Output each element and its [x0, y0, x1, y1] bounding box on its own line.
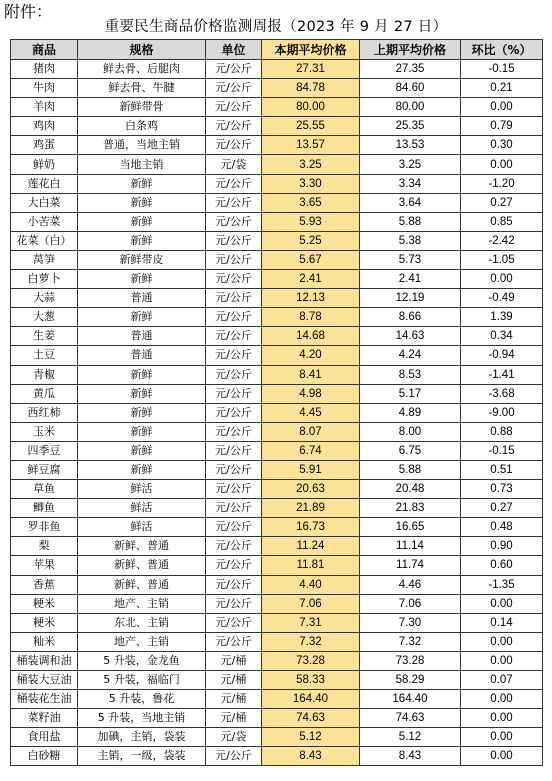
- cell-spec: 新鲜: [78, 193, 206, 212]
- cell-current-price: 11.81: [262, 556, 360, 575]
- cell-current-price: 80.00: [262, 98, 360, 117]
- cell-spec: 5 升装，鲁花: [78, 690, 206, 709]
- cell-previous-price: 73.28: [360, 651, 461, 670]
- cell-previous-price: 7.32: [360, 632, 461, 651]
- cell-unit: 元/公斤: [206, 518, 262, 537]
- cell-unit: 元/公斤: [206, 79, 262, 98]
- cell-spec: 普通: [78, 346, 206, 365]
- cell-change-percent: 0.00: [461, 690, 543, 709]
- cell-spec: 新鲜: [78, 365, 206, 384]
- cell-unit: 元/公斤: [206, 60, 262, 79]
- table-row: [11, 556, 543, 575]
- cell-current-price: 8.41: [262, 365, 360, 384]
- table-row: [11, 651, 543, 670]
- cell-current-price: 164.40: [262, 690, 360, 709]
- attachment-label: 附件：: [4, 2, 53, 21]
- cell-commodity: 猪肉: [11, 60, 78, 79]
- cell-change-percent: 0.00: [461, 747, 543, 766]
- cell-previous-price: 4.24: [360, 346, 461, 365]
- cell-current-price: 14.68: [262, 327, 360, 346]
- cell-change-percent: 0.85: [461, 212, 543, 231]
- cell-unit: 元/公斤: [206, 117, 262, 136]
- cell-current-price: 73.28: [262, 651, 360, 670]
- cell-spec: 新鲜: [78, 384, 206, 403]
- cell-previous-price: 2.41: [360, 270, 461, 289]
- cell-commodity: 菜籽油: [11, 709, 78, 728]
- cell-commodity: 鸡肉: [11, 117, 78, 136]
- cell-previous-price: 12.19: [360, 289, 461, 308]
- cell-spec: 新鲜带皮: [78, 250, 206, 269]
- cell-previous-price: 5.17: [360, 384, 461, 403]
- cell-current-price: 16.73: [262, 518, 360, 537]
- cell-spec: 新鲜: [78, 174, 206, 193]
- cell-current-price: 3.30: [262, 174, 360, 193]
- cell-commodity: 白萝卜: [11, 270, 78, 289]
- cell-spec: 5 升装，福临门: [78, 671, 206, 690]
- cell-change-percent: -9.00: [461, 403, 543, 422]
- cell-change-percent: 0.51: [461, 460, 543, 479]
- table-row: [11, 518, 543, 537]
- table-row: [11, 231, 543, 250]
- cell-previous-price: 14.63: [360, 327, 461, 346]
- table-row: [11, 690, 543, 709]
- cell-unit: 元/公斤: [206, 250, 262, 269]
- cell-unit: 元/桶: [206, 651, 262, 670]
- cell-previous-price: 11.14: [360, 537, 461, 556]
- cell-commodity: 鲫鱼: [11, 499, 78, 518]
- cell-current-price: 8.07: [262, 422, 360, 441]
- cell-change-percent: 0.27: [461, 193, 543, 212]
- cell-spec: 地产、主销: [78, 632, 206, 651]
- cell-commodity: 花菜（白）: [11, 231, 78, 250]
- cell-previous-price: 164.40: [360, 690, 461, 709]
- cell-commodity: 莴笋: [11, 250, 78, 269]
- cell-current-price: 8.78: [262, 308, 360, 327]
- cell-current-price: 5.12: [262, 728, 360, 747]
- cell-spec: 加碘，主销，袋装: [78, 728, 206, 747]
- table-row: [11, 346, 543, 365]
- table-row: [11, 250, 543, 269]
- cell-spec: 地产、主销: [78, 594, 206, 613]
- cell-spec: 鲜活: [78, 518, 206, 537]
- cell-commodity: 黄瓜: [11, 384, 78, 403]
- cell-commodity: 四季豆: [11, 441, 78, 460]
- cell-previous-price: 21.83: [360, 499, 461, 518]
- header-commodity: 商品: [11, 40, 78, 60]
- cell-current-price: 8.43: [262, 747, 360, 766]
- table-row: [11, 575, 543, 594]
- cell-change-percent: 0.00: [461, 155, 543, 174]
- cell-spec: 普通: [78, 327, 206, 346]
- cell-commodity: 白砂糖: [11, 747, 78, 766]
- cell-commodity: 梨: [11, 537, 78, 556]
- cell-previous-price: 11.74: [360, 556, 461, 575]
- table-row: [11, 155, 543, 174]
- table-row: [11, 613, 543, 632]
- table-row: [11, 270, 543, 289]
- cell-commodity: 生姜: [11, 327, 78, 346]
- table-row: [11, 327, 543, 346]
- cell-previous-price: 25.35: [360, 117, 461, 136]
- cell-commodity: 桶装调和油: [11, 651, 78, 670]
- cell-unit: 元/公斤: [206, 613, 262, 632]
- cell-spec: 新鲜、普通: [78, 575, 206, 594]
- cell-current-price: 2.41: [262, 270, 360, 289]
- table-row: [11, 308, 543, 327]
- cell-spec: 普通，当地主销: [78, 136, 206, 155]
- cell-previous-price: 27.35: [360, 60, 461, 79]
- cell-spec: 新鲜: [78, 441, 206, 460]
- table-row: [11, 98, 543, 117]
- cell-unit: 元/公斤: [206, 556, 262, 575]
- cell-commodity: 玉米: [11, 422, 78, 441]
- cell-unit: 元/公斤: [206, 499, 262, 518]
- cell-unit: 元/公斤: [206, 747, 262, 766]
- cell-previous-price: 3.64: [360, 193, 461, 212]
- cell-current-price: 11.24: [262, 537, 360, 556]
- cell-commodity: 小苦菜: [11, 212, 78, 231]
- cell-commodity: 粳米: [11, 613, 78, 632]
- cell-previous-price: 58.29: [360, 671, 461, 690]
- cell-spec: 鲜去骨、后腿肉: [78, 60, 206, 79]
- cell-commodity: 大蒜: [11, 289, 78, 308]
- cell-unit: 元/公斤: [206, 346, 262, 365]
- table-header-row: [11, 40, 543, 60]
- cell-spec: 当地主销: [78, 155, 206, 174]
- table-row: [11, 460, 543, 479]
- cell-current-price: 58.33: [262, 671, 360, 690]
- cell-unit: 元/公斤: [206, 460, 262, 479]
- table-row: [11, 709, 543, 728]
- cell-commodity: 罗非鱼: [11, 518, 78, 537]
- cell-unit: 元/公斤: [206, 327, 262, 346]
- cell-commodity: 草鱼: [11, 480, 78, 499]
- cell-current-price: 25.55: [262, 117, 360, 136]
- cell-unit: 元/公斤: [206, 384, 262, 403]
- table-row: [11, 747, 543, 766]
- cell-unit: 元/公斤: [206, 98, 262, 117]
- cell-change-percent: -1.35: [461, 575, 543, 594]
- table-row: [11, 79, 543, 98]
- cell-change-percent: -1.05: [461, 250, 543, 269]
- cell-previous-price: 20.48: [360, 480, 461, 499]
- cell-commodity: 西红柿: [11, 403, 78, 422]
- cell-unit: 元/公斤: [206, 537, 262, 556]
- header-current-price: 本期平均价格: [262, 40, 360, 60]
- cell-previous-price: 8.43: [360, 747, 461, 766]
- cell-commodity: 大白菜: [11, 193, 78, 212]
- cell-previous-price: 5.73: [360, 250, 461, 269]
- cell-change-percent: 0.00: [461, 632, 543, 651]
- price-table: [10, 39, 543, 766]
- cell-unit: 元/桶: [206, 671, 262, 690]
- cell-current-price: 4.40: [262, 575, 360, 594]
- cell-change-percent: 0.00: [461, 651, 543, 670]
- cell-change-percent: 0.00: [461, 728, 543, 747]
- cell-current-price: 12.13: [262, 289, 360, 308]
- cell-spec: 鲜活: [78, 480, 206, 499]
- cell-unit: 元/公斤: [206, 594, 262, 613]
- cell-unit: 元/公斤: [206, 212, 262, 231]
- cell-previous-price: 3.34: [360, 174, 461, 193]
- cell-change-percent: 0.34: [461, 327, 543, 346]
- cell-unit: 元/袋: [206, 728, 262, 747]
- cell-current-price: 7.32: [262, 632, 360, 651]
- cell-unit: 元/公斤: [206, 231, 262, 250]
- cell-previous-price: 7.06: [360, 594, 461, 613]
- header-unit: 单位: [206, 40, 262, 60]
- cell-commodity: 食用盐: [11, 728, 78, 747]
- cell-current-price: 13.57: [262, 136, 360, 155]
- table-row: [11, 136, 543, 155]
- cell-unit: 元/公斤: [206, 308, 262, 327]
- cell-unit: 元/公斤: [206, 270, 262, 289]
- cell-unit: 元/公斤: [206, 480, 262, 499]
- cell-commodity: 桶装花生油: [11, 690, 78, 709]
- cell-spec: 新鲜: [78, 422, 206, 441]
- cell-commodity: 牛肉: [11, 79, 78, 98]
- cell-current-price: 6.74: [262, 441, 360, 460]
- cell-change-percent: 0.00: [461, 709, 543, 728]
- cell-change-percent: 0.07: [461, 671, 543, 690]
- table-row: [11, 60, 543, 79]
- cell-previous-price: 74.63: [360, 709, 461, 728]
- cell-previous-price: 5.12: [360, 728, 461, 747]
- table-row: [11, 728, 543, 747]
- cell-change-percent: 0.88: [461, 422, 543, 441]
- cell-previous-price: 8.53: [360, 365, 461, 384]
- cell-unit: 元/公斤: [206, 365, 262, 384]
- header-spec: 规格: [78, 40, 206, 60]
- cell-current-price: 7.31: [262, 613, 360, 632]
- cell-previous-price: 5.88: [360, 460, 461, 479]
- table-row: [11, 499, 543, 518]
- cell-commodity: 香蕉: [11, 575, 78, 594]
- cell-current-price: 21.89: [262, 499, 360, 518]
- cell-change-percent: 0.00: [461, 594, 543, 613]
- cell-change-percent: -0.15: [461, 60, 543, 79]
- cell-change-percent: 1.39: [461, 308, 543, 327]
- cell-previous-price: 3.25: [360, 155, 461, 174]
- cell-spec: 主销，一级，袋装: [78, 747, 206, 766]
- cell-commodity: 鲜奶: [11, 155, 78, 174]
- cell-current-price: 5.25: [262, 231, 360, 250]
- cell-spec: 新鲜: [78, 403, 206, 422]
- table-row: [11, 441, 543, 460]
- table-row: [11, 384, 543, 403]
- cell-current-price: 4.45: [262, 403, 360, 422]
- cell-current-price: 20.63: [262, 480, 360, 499]
- cell-previous-price: 8.66: [360, 308, 461, 327]
- cell-change-percent: -0.94: [461, 346, 543, 365]
- cell-current-price: 84.78: [262, 79, 360, 98]
- table-row: [11, 117, 543, 136]
- cell-spec: 新鲜带骨: [78, 98, 206, 117]
- cell-change-percent: -3.68: [461, 384, 543, 403]
- cell-unit: 元/桶: [206, 709, 262, 728]
- cell-commodity: 苹果: [11, 556, 78, 575]
- cell-commodity: 青椒: [11, 365, 78, 384]
- cell-previous-price: 4.46: [360, 575, 461, 594]
- table-row: [11, 403, 543, 422]
- cell-change-percent: 0.60: [461, 556, 543, 575]
- cell-unit: 元/公斤: [206, 575, 262, 594]
- cell-commodity: 鸡蛋: [11, 136, 78, 155]
- cell-current-price: 5.93: [262, 212, 360, 231]
- cell-current-price: 5.67: [262, 250, 360, 269]
- cell-change-percent: 0.00: [461, 98, 543, 117]
- cell-unit: 元/公斤: [206, 174, 262, 193]
- table-body: [11, 60, 543, 766]
- cell-unit: 元/桶: [206, 690, 262, 709]
- cell-previous-price: 7.30: [360, 613, 461, 632]
- cell-change-percent: 0.21: [461, 79, 543, 98]
- cell-current-price: 3.25: [262, 155, 360, 174]
- cell-change-percent: -2.42: [461, 231, 543, 250]
- cell-change-percent: 0.30: [461, 136, 543, 155]
- cell-current-price: 5.91: [262, 460, 360, 479]
- header-change-percent: 环比（%）: [461, 40, 543, 60]
- cell-commodity: 大葱: [11, 308, 78, 327]
- cell-spec: 鲜去骨、牛腱: [78, 79, 206, 98]
- cell-unit: 元/公斤: [206, 632, 262, 651]
- table-row: [11, 193, 543, 212]
- cell-unit: 元/公斤: [206, 193, 262, 212]
- cell-unit: 元/公斤: [206, 403, 262, 422]
- cell-previous-price: 5.88: [360, 212, 461, 231]
- cell-previous-price: 8.00: [360, 422, 461, 441]
- cell-commodity: 粳米: [11, 594, 78, 613]
- table-row: [11, 212, 543, 231]
- cell-change-percent: 0.90: [461, 537, 543, 556]
- table-row: [11, 537, 543, 556]
- cell-spec: 白条鸡: [78, 117, 206, 136]
- cell-commodity: 籼米: [11, 632, 78, 651]
- cell-commodity: 羊肉: [11, 98, 78, 117]
- table-row: [11, 671, 543, 690]
- cell-spec: 鲜活: [78, 499, 206, 518]
- cell-current-price: 4.20: [262, 346, 360, 365]
- cell-change-percent: 0.14: [461, 613, 543, 632]
- cell-current-price: 74.63: [262, 709, 360, 728]
- cell-previous-price: 84.60: [360, 79, 461, 98]
- cell-previous-price: 16.65: [360, 518, 461, 537]
- table-row: [11, 289, 543, 308]
- cell-change-percent: -1.20: [461, 174, 543, 193]
- table-row: [11, 480, 543, 499]
- table-row: [11, 632, 543, 651]
- cell-previous-price: 80.00: [360, 98, 461, 117]
- table-row: [11, 422, 543, 441]
- cell-change-percent: 0.48: [461, 518, 543, 537]
- cell-commodity: 土豆: [11, 346, 78, 365]
- cell-previous-price: 5.38: [360, 231, 461, 250]
- cell-unit: 元/公斤: [206, 289, 262, 308]
- cell-change-percent: -1.41: [461, 365, 543, 384]
- cell-unit: 元/公斤: [206, 422, 262, 441]
- table-row: [11, 365, 543, 384]
- cell-unit: 元/袋: [206, 155, 262, 174]
- table-row: [11, 174, 543, 193]
- cell-unit: 元/公斤: [206, 136, 262, 155]
- cell-current-price: 7.06: [262, 594, 360, 613]
- cell-commodity: 莲花白: [11, 174, 78, 193]
- cell-previous-price: 4.89: [360, 403, 461, 422]
- cell-change-percent: 0.27: [461, 499, 543, 518]
- cell-spec: 新鲜: [78, 231, 206, 250]
- cell-spec: 东北、主销: [78, 613, 206, 632]
- cell-commodity: 鲜豆腐: [11, 460, 78, 479]
- cell-current-price: 27.31: [262, 60, 360, 79]
- cell-unit: 元/公斤: [206, 441, 262, 460]
- page-title: 重要民生商品价格监测周报（2023 年 9 月 27 日）: [104, 19, 448, 35]
- header-previous-price: 上期平均价格: [360, 40, 461, 60]
- cell-spec: 5 升装，金龙鱼: [78, 651, 206, 670]
- cell-spec: 新鲜、普通: [78, 556, 206, 575]
- cell-spec: 新鲜、普通: [78, 537, 206, 556]
- cell-current-price: 3.65: [262, 193, 360, 212]
- cell-previous-price: 13.53: [360, 136, 461, 155]
- cell-spec: 5 升装，当地主销: [78, 709, 206, 728]
- cell-change-percent: 0.79: [461, 117, 543, 136]
- cell-spec: 新鲜: [78, 212, 206, 231]
- cell-commodity: 桶装大豆油: [11, 671, 78, 690]
- cell-change-percent: -0.15: [461, 441, 543, 460]
- cell-spec: 普通: [78, 289, 206, 308]
- table-row: [11, 594, 543, 613]
- cell-spec: 新鲜: [78, 460, 206, 479]
- cell-spec: 新鲜: [78, 308, 206, 327]
- cell-change-percent: 0.73: [461, 480, 543, 499]
- cell-spec: 新鲜: [78, 270, 206, 289]
- cell-current-price: 4.98: [262, 384, 360, 403]
- cell-change-percent: 0.00: [461, 270, 543, 289]
- cell-change-percent: -0.49: [461, 289, 543, 308]
- cell-previous-price: 6.75: [360, 441, 461, 460]
